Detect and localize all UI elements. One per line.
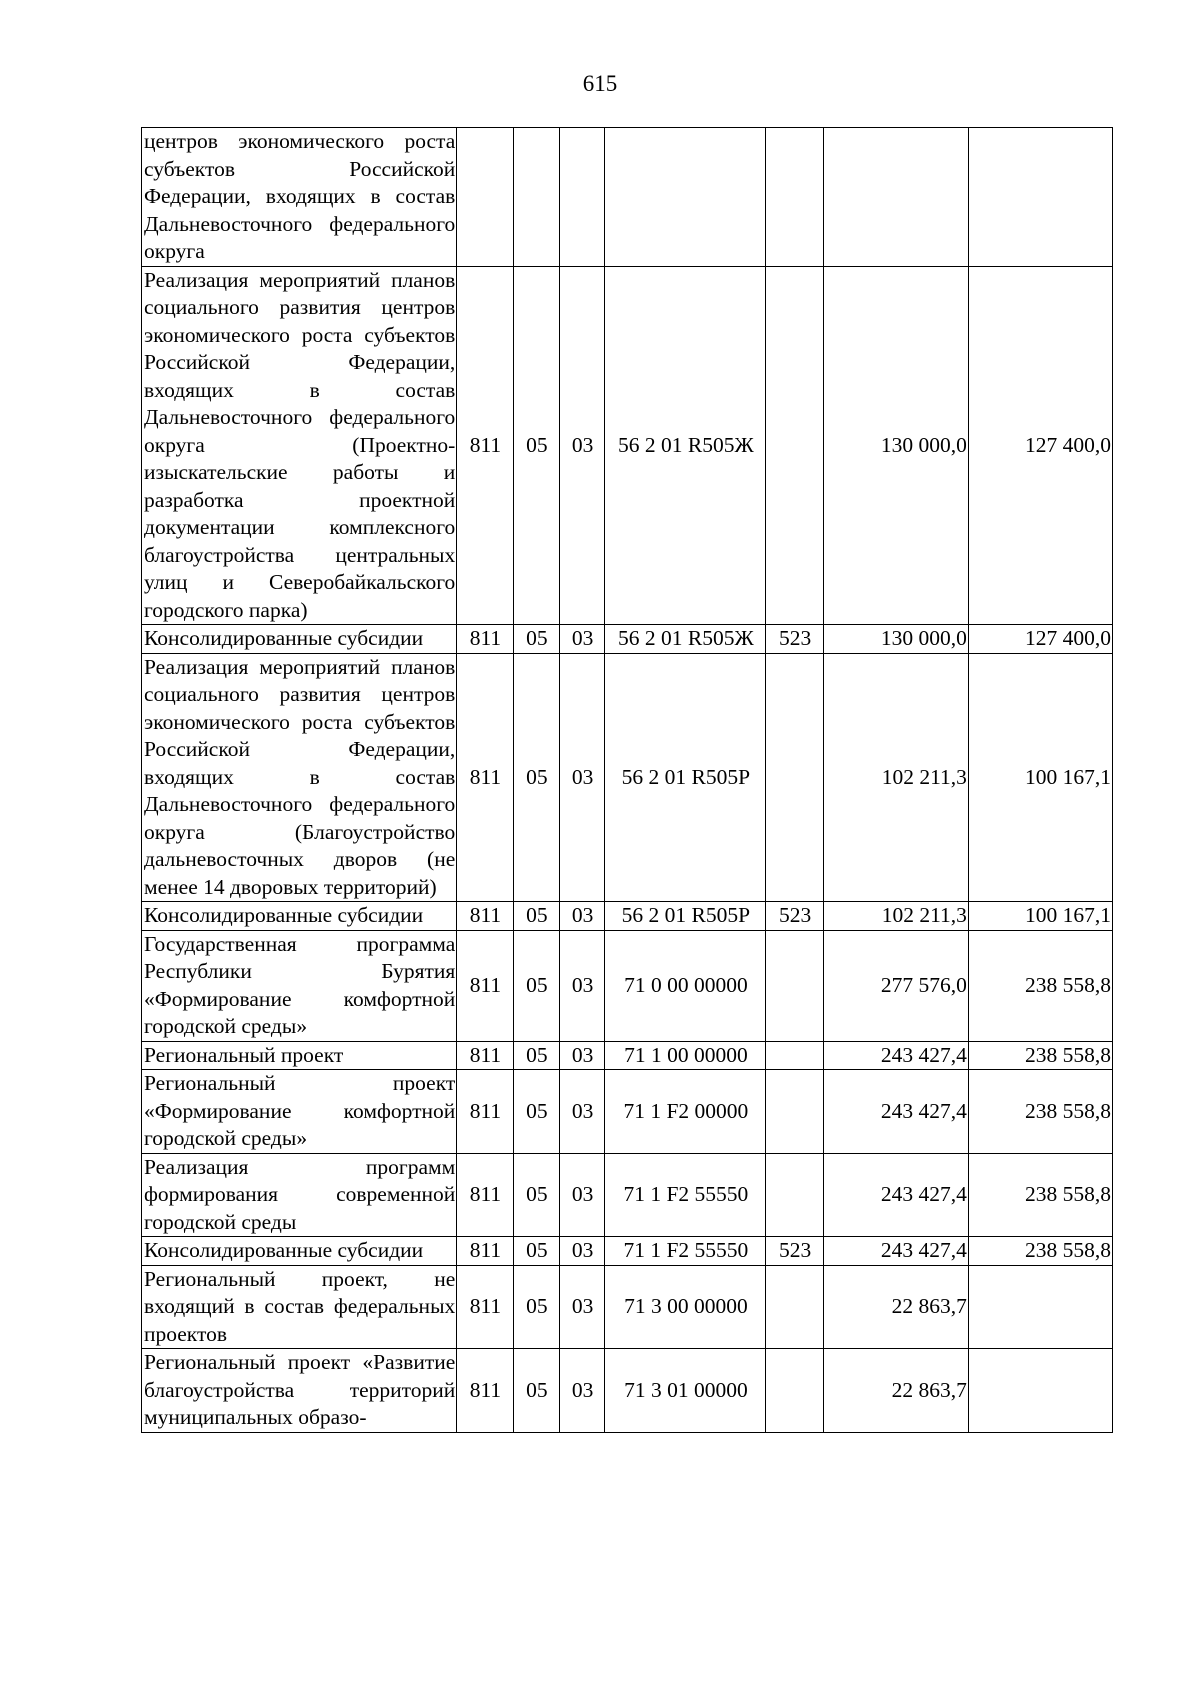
budget-table — [141, 127, 1113, 1433]
row-target-code: 56 2 01 R505Ж — [605, 266, 766, 625]
row-target-code — [605, 128, 766, 267]
row-ministry-code: 811 — [457, 1070, 513, 1154]
row-ministry-code — [457, 128, 513, 267]
row-target-code: 56 2 01 R505Р — [605, 653, 766, 902]
row-name: Реализация мероприятий планов социального развития центров экономического роста субъектов Российской Федерации, входящих в состав Дальневосточного федерального округа (Проектно-изыскательские работы и разработка проектной документации комплексного благоустройства центральных улиц и Северобайкальского городского парка) — [142, 266, 457, 625]
row-sum-1: 22 863,7 — [823, 1349, 968, 1433]
row-section-code: 05 — [513, 930, 559, 1041]
row-subsection-code: 03 — [560, 625, 605, 654]
row-expense-type-code — [766, 1153, 823, 1237]
row-subsection-code: 03 — [560, 1153, 605, 1237]
row-subsection-code: 03 — [560, 653, 605, 902]
row-section-code: 05 — [513, 1070, 559, 1154]
row-sum-1: 243 427,4 — [823, 1237, 968, 1266]
row-sum-2: 238 558,8 — [968, 1070, 1112, 1154]
row-sum-2: 238 558,8 — [968, 1153, 1112, 1237]
row-target-code: 71 1 F2 55550 — [605, 1153, 766, 1237]
row-sum-1: 130 000,0 — [823, 625, 968, 654]
row-name: Региональный проект «Формирование комфортной городской среды» — [142, 1070, 457, 1154]
row-subsection-code: 03 — [560, 930, 605, 1041]
row-section-code: 05 — [513, 1153, 559, 1237]
row-sum-2: 238 558,8 — [968, 1041, 1112, 1070]
row-expense-type-code — [766, 266, 823, 625]
row-sum-2: 127 400,0 — [968, 266, 1112, 625]
row-section-code: 05 — [513, 1265, 559, 1349]
table-row — [142, 625, 1113, 654]
row-sum-1: 277 576,0 — [823, 930, 968, 1041]
row-expense-type-code — [766, 1041, 823, 1070]
row-section-code: 05 — [513, 902, 559, 931]
table-row — [142, 1153, 1113, 1237]
row-ministry-code: 811 — [457, 1237, 513, 1266]
table-row — [142, 930, 1113, 1041]
row-expense-type-code — [766, 1265, 823, 1349]
row-sum-2: 238 558,8 — [968, 1237, 1112, 1266]
row-ministry-code: 811 — [457, 625, 513, 654]
row-ministry-code: 811 — [457, 653, 513, 902]
row-expense-type-code — [766, 1070, 823, 1154]
row-target-code: 56 2 01 R505Ж — [605, 625, 766, 654]
row-subsection-code: 03 — [560, 1070, 605, 1154]
row-name: Консолидированные субсидии — [142, 902, 457, 931]
row-ministry-code: 811 — [457, 930, 513, 1041]
row-sum-2 — [968, 128, 1112, 267]
table-row — [142, 902, 1113, 931]
row-ministry-code: 811 — [457, 266, 513, 625]
row-target-code: 71 1 00 00000 — [605, 1041, 766, 1070]
row-target-code: 71 3 01 00000 — [605, 1349, 766, 1433]
row-target-code: 71 1 F2 00000 — [605, 1070, 766, 1154]
table-row — [142, 653, 1113, 902]
row-name: Региональный проект «Развитие благоустройства территорий муниципальных образо- — [142, 1349, 457, 1433]
row-expense-type-code — [766, 1349, 823, 1433]
row-expense-type-code: 523 — [766, 1237, 823, 1266]
table-row — [142, 1070, 1113, 1154]
row-section-code: 05 — [513, 1349, 559, 1433]
row-expense-type-code — [766, 128, 823, 267]
row-sum-1: 243 427,4 — [823, 1153, 968, 1237]
row-expense-type-code: 523 — [766, 902, 823, 931]
row-sum-1 — [823, 128, 968, 267]
row-sum-1: 130 000,0 — [823, 266, 968, 625]
row-name: Реализация программ формирования современной городской среды — [142, 1153, 457, 1237]
row-sum-2 — [968, 1349, 1112, 1433]
row-expense-type-code: 523 — [766, 625, 823, 654]
table-row — [142, 1237, 1113, 1266]
row-ministry-code: 811 — [457, 1265, 513, 1349]
row-sum-2 — [968, 1265, 1112, 1349]
row-expense-type-code — [766, 653, 823, 902]
row-ministry-code: 811 — [457, 1041, 513, 1070]
row-target-code: 71 0 00 00000 — [605, 930, 766, 1041]
row-name: центров экономического роста субъектов Российской Федерации, входящих в состав Дальневосточного федерального округа — [142, 128, 457, 267]
row-expense-type-code — [766, 930, 823, 1041]
row-subsection-code: 03 — [560, 1041, 605, 1070]
row-sum-1: 243 427,4 — [823, 1041, 968, 1070]
row-ministry-code: 811 — [457, 1349, 513, 1433]
row-sum-1: 243 427,4 — [823, 1070, 968, 1154]
row-subsection-code: 03 — [560, 1265, 605, 1349]
row-name: Консолидированные субсидии — [142, 1237, 457, 1266]
row-sum-1: 102 211,3 — [823, 902, 968, 931]
row-subsection-code: 03 — [560, 1237, 605, 1266]
row-subsection-code: 03 — [560, 902, 605, 931]
row-section-code: 05 — [513, 625, 559, 654]
row-subsection-code: 03 — [560, 1349, 605, 1433]
row-name: Государственная программа Республики Бурятия «Формирование комфортной городской среды» — [142, 930, 457, 1041]
row-target-code: 71 1 F2 55550 — [605, 1237, 766, 1266]
row-subsection-code — [560, 128, 605, 267]
row-ministry-code: 811 — [457, 1153, 513, 1237]
row-name: Консолидированные субсидии — [142, 625, 457, 654]
row-sum-2: 100 167,1 — [968, 902, 1112, 931]
row-target-code: 71 3 00 00000 — [605, 1265, 766, 1349]
table-row — [142, 1041, 1113, 1070]
row-name: Региональный проект, не входящий в состав федеральных проектов — [142, 1265, 457, 1349]
row-target-code: 56 2 01 R505Р — [605, 902, 766, 931]
row-subsection-code: 03 — [560, 266, 605, 625]
row-section-code: 05 — [513, 1041, 559, 1070]
row-section-code: 05 — [513, 1237, 559, 1266]
row-sum-2: 238 558,8 — [968, 930, 1112, 1041]
row-name: Региональный проект — [142, 1041, 457, 1070]
row-section-code: 05 — [513, 653, 559, 902]
table-row — [142, 266, 1113, 625]
row-sum-1: 22 863,7 — [823, 1265, 968, 1349]
row-sum-1: 102 211,3 — [823, 653, 968, 902]
table-row — [142, 128, 1113, 267]
page-number: 615 — [582, 71, 618, 96]
row-section-code: 05 — [513, 266, 559, 625]
row-sum-2: 100 167,1 — [968, 653, 1112, 902]
row-section-code — [513, 128, 559, 267]
row-ministry-code: 811 — [457, 902, 513, 931]
row-sum-2: 127 400,0 — [968, 625, 1112, 654]
table-row — [142, 1265, 1113, 1349]
row-name: Реализация мероприятий планов социального развития центров экономического роста субъектов Российской Федерации, входящих в состав Дальневосточного федерального округа (Благоустройство дальневосточных дворов (не менее 14 дворовых территорий) — [142, 653, 457, 902]
table-row — [142, 1349, 1113, 1433]
